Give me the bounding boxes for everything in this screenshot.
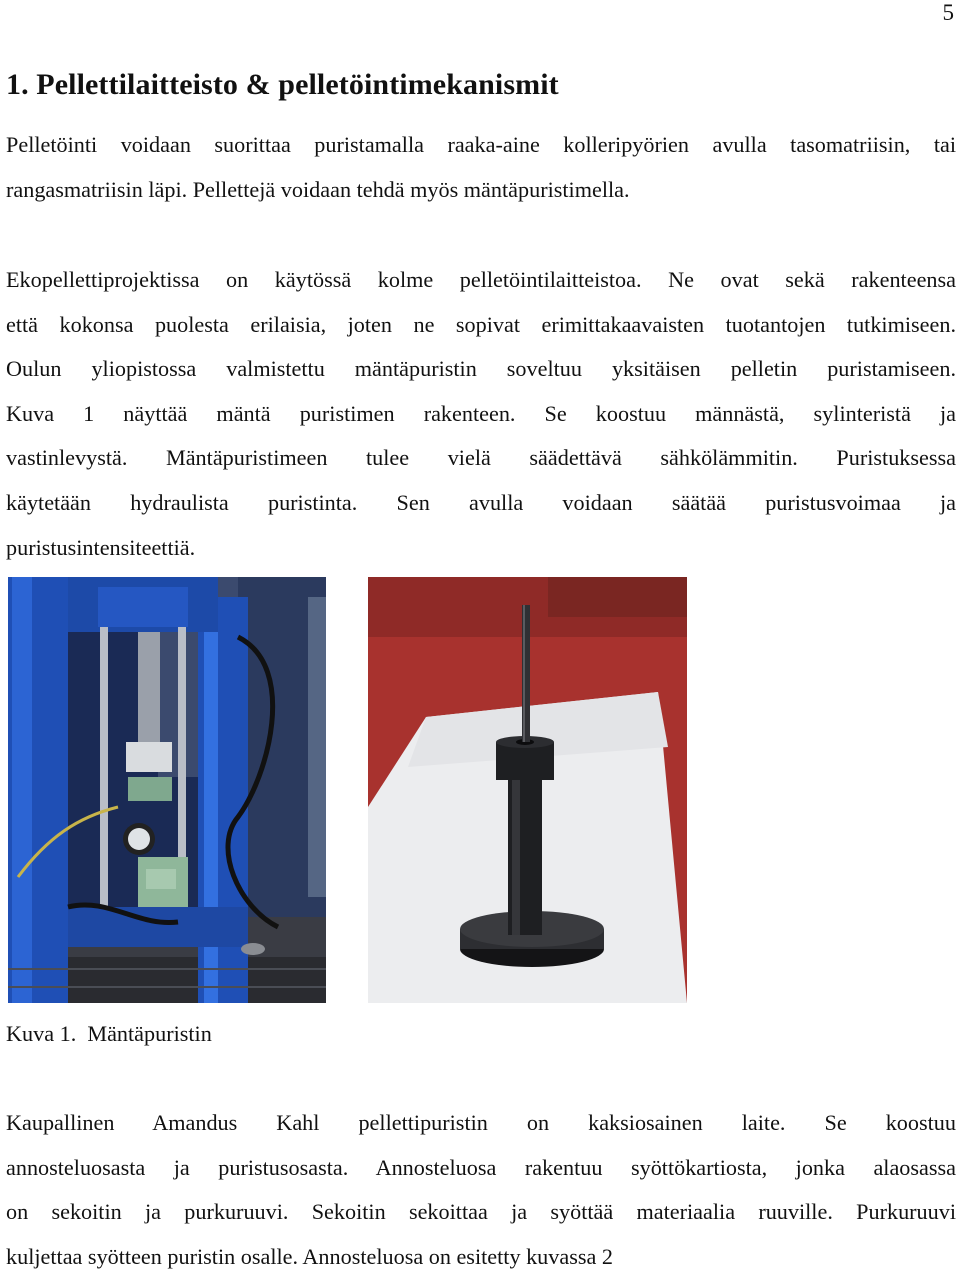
- section-heading: 1. Pellettilaitteisto & pelletöintimekanismit: [6, 68, 559, 101]
- text-line: käytetään hydraulista puristinta. Sen avulla voidaan säätää puristusvoimaa ja: [6, 489, 956, 515]
- text-line: Ekopellettiprojektissa on käytössä kolme pelletöintilaitteistoa. Ne ovat sekä rakenteensa: [6, 267, 956, 292]
- piston-illustration: [368, 577, 687, 1003]
- text-line: on sekoitin ja purkuruuvi. Sekoitin sekoittaa ja syöttää materiaalia ruuville. Purkuruuvi: [6, 1199, 956, 1225]
- page-number: 5: [942, 0, 954, 25]
- paragraph-intro: [6, 123, 956, 212]
- piston-photo: [368, 577, 687, 1003]
- text-line: kuljettaa syötteen puristin osalle. Annosteluosa on esitetty kuvassa 2: [6, 1243, 613, 1269]
- text-line: Pelletöinti voidaan suorittaa puristamalla raaka-aine kolleripyörien avulla tasomatriisin, tai: [6, 132, 956, 157]
- text-line: puristusintensiteettiä.: [6, 534, 196, 560]
- paragraph-equipment: [6, 258, 956, 570]
- hydraulic-press-illustration: [8, 577, 326, 1003]
- text-line: Kaupallinen Amandus Kahl pellettipuristin on kaksiosainen laite. Se koostuu: [6, 1110, 956, 1135]
- press-photo: [8, 577, 326, 1003]
- text-line: vastinlevystä. Mäntäpuristimeen tulee vielä säädettävä sähkölämmitin. Puristuksessa: [6, 445, 956, 471]
- paragraph-kahl-press: [6, 1101, 956, 1279]
- text-line: Oulun yliopistossa valmistettu mäntäpuristin soveltuu yksitäisen pelletin puristamiseen.: [6, 356, 956, 382]
- figure-caption: Kuva 1. Mäntäpuristin: [6, 1021, 212, 1046]
- text-line: annosteluosasta ja puristusosasta. Annosteluosa rakentuu syöttökartiosta, jonka alaosassa: [6, 1154, 956, 1180]
- text-line: että kokonsa puolesta erilaisia, joten ne sopivat erimittakaavaisten tuotantojen tutkimiseen.: [6, 311, 956, 337]
- text-line: Kuva 1 näyttää mäntä puristimen rakenteen. Se koostuu männästä, sylinteristä ja: [6, 400, 956, 426]
- text-line: rangasmatriisin läpi. Pellettejä voidaan tehdä myös mäntäpuristimella.: [6, 176, 630, 202]
